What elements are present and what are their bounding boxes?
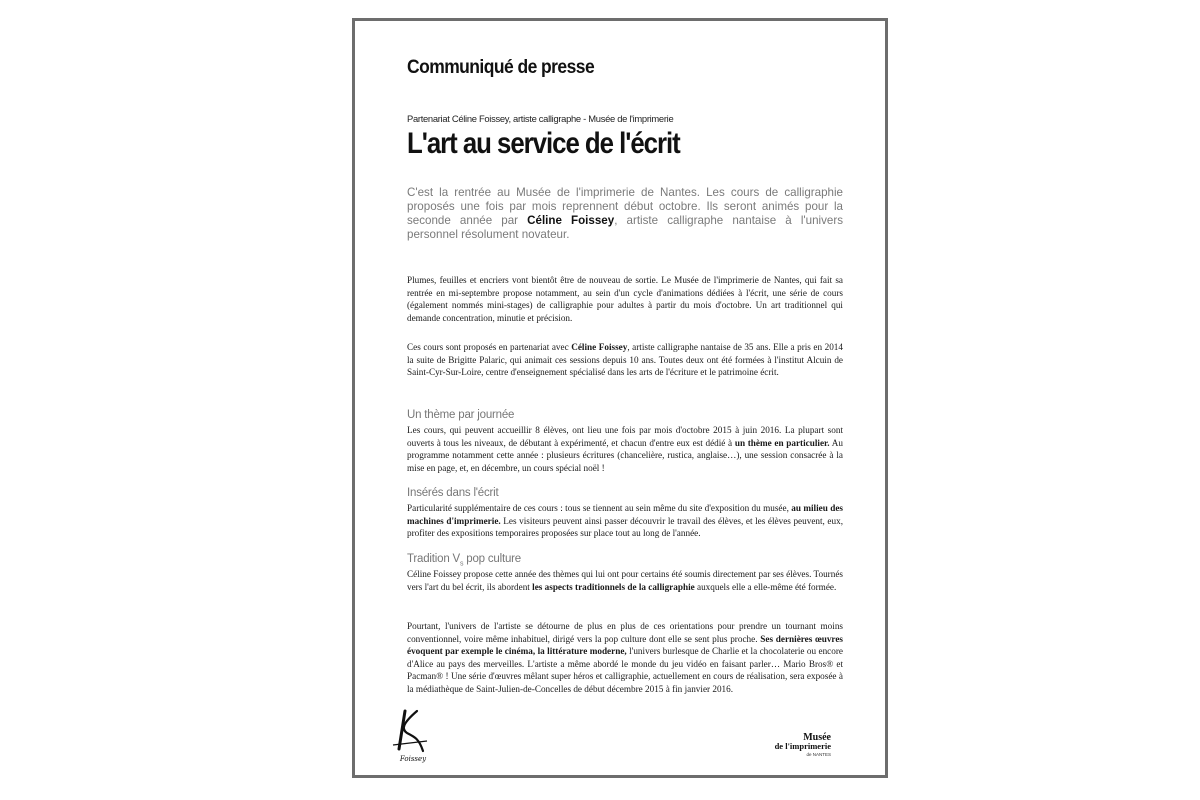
p-last-text: Pourtant, l'univers de l'artiste se détourne de plus en plus de ces orientations pour prendre un tournant moins conventionnel, voire même inhabituel, dirigé vers la pop culture dont elle se sent plus proche. <box>407 621 843 644</box>
s3-text: Céline Foissey propose cette année des thèmes qui lui ont pour certains été soumis directement par ses élèves. Tournés vers l'art du bel écrit, ils abordent <box>407 569 843 592</box>
press-release-page <box>352 18 888 778</box>
paragraph-pop-culture <box>407 620 843 696</box>
artist-signature-logo <box>383 705 443 765</box>
signature-sub-text: Foissey <box>399 755 427 763</box>
lead-paragraph <box>407 186 843 242</box>
p-last-bold: Ses dernières œuvres évoquent par exemple le cinéma, la littérature moderne, <box>407 633 843 657</box>
s2-text-end: Les visiteurs peuvent ainsi passer découvrir le travail des élèves, et les élèves peuvent, eux, profiter des expositions temporaires proposées sur place tout au long de l'année. <box>407 515 843 539</box>
p-last-text-end: l'univers burlesque de Charlie et la chocolaterie ou encore d'Alice au pays des merveilles. L'artiste a même abordé le monde du jeu vidéo en faisant parler… Mario Bros® et Pacman® ! Une série d'œuvres mêlant super héros et calligraphie, actuellement en cours de réalisation, sera exposée à la médiathèque de Saint-Julien-de-Concelles de début décembre 2015 à fin janvier 2016. <box>407 646 843 694</box>
section-title-theme: Un thème par journée <box>407 409 515 421</box>
headline: L'art au service de l'écrit <box>407 127 680 160</box>
p2-text-end: , artiste calligraphe nantaise de 35 ans. Elle a pris en 2014 la suite de Brigitte Palaric, qui animait ces sessions depuis 10 ans. Toutes deux ont été formées à l'institut Alcuin de Saint-Cyr-Sur-Loire, centre d'enseignement spécialisé dans les arts de l'écriture et le patrimoine écrit. <box>407 342 843 378</box>
s2-text: Particularité supplémentaire de ces cours : tous se tiennent au sein même du site d'exposition du musée, <box>407 503 792 513</box>
museum-logo-mid: de l'imprimerie <box>774 741 831 751</box>
section-title-tradition <box>407 553 521 567</box>
s3-title-end: pop culture <box>463 553 521 565</box>
s3-text-end: auxquels elle a elle-même été formée. <box>694 581 837 592</box>
museum-logo-top: Musée <box>803 732 831 743</box>
section-title-inseres: Insérés dans l'écrit <box>407 487 499 499</box>
s2-bold: au milieu des machines d'imprimerie. <box>407 503 843 526</box>
paragraph-intro: Plumes, feuilles et encriers vont bientôt être de nouveau de sortie. Le Musée de l'imprimerie de Nantes, qui fait sa rentrée en mi-septembre propose notamment, au sein d'un cycle d'animations dédiées à l'écrit, une série de cours (également nommés mini-stages) de calligraphie pour adultes à partir du mois d'octobre. Un art traditionnel qui demande concentration, minutie et précision. <box>407 275 843 323</box>
museum-logo <box>743 729 833 757</box>
lead-artist-name: Céline Foissey <box>527 214 615 227</box>
s1-text: Les cours, qui peuvent accueillir 8 élèves, ont lieu une fois par mois d'octobre 2015 à juin 2016. La plupart sont ouverts à tous les niveaux, de débutant à expérimenté, et chacun d'entre eux est dédié à <box>407 425 843 448</box>
header-title: Communiqué de presse <box>407 57 595 78</box>
lead-text: C'est la rentrée au Musée de l'imprimerie de Nantes. Les cours de calligraphie proposés une fois par mois reprennent début octobre. Ils seront animés pour la seconde année par <box>407 186 843 227</box>
paragraph-theme <box>407 424 843 474</box>
lead-text-end: , artiste calligraphe nantaise à l'univers personnel résolument novateur. <box>407 214 843 241</box>
s3-title-sub: s <box>459 560 464 568</box>
museum-logo-bottom: de NANTES <box>806 752 831 757</box>
p2-text: Ces cours sont proposés en partenariat avec <box>407 342 572 352</box>
s3-title-start: Tradition V <box>407 553 460 565</box>
p2-artist-name: Céline Foissey <box>571 342 628 352</box>
s3-bold: les aspects traditionnels de la calligraphie <box>532 581 695 592</box>
s1-text-end: Au programme notamment cette année : plusieurs écritures (chancelière, rustica, anglaise…), une session consacrée à la mise en page, et, en décembre, un cours spécial noël ! <box>407 437 843 473</box>
paragraph-inseres <box>407 502 843 540</box>
kicker: Partenariat Céline Foissey, artiste calligraphe - Musée de l'imprimerie <box>407 113 674 124</box>
paragraph-partnership <box>407 341 843 379</box>
paragraph-tradition <box>407 568 843 593</box>
s1-bold: un thème en particulier. <box>734 437 830 448</box>
